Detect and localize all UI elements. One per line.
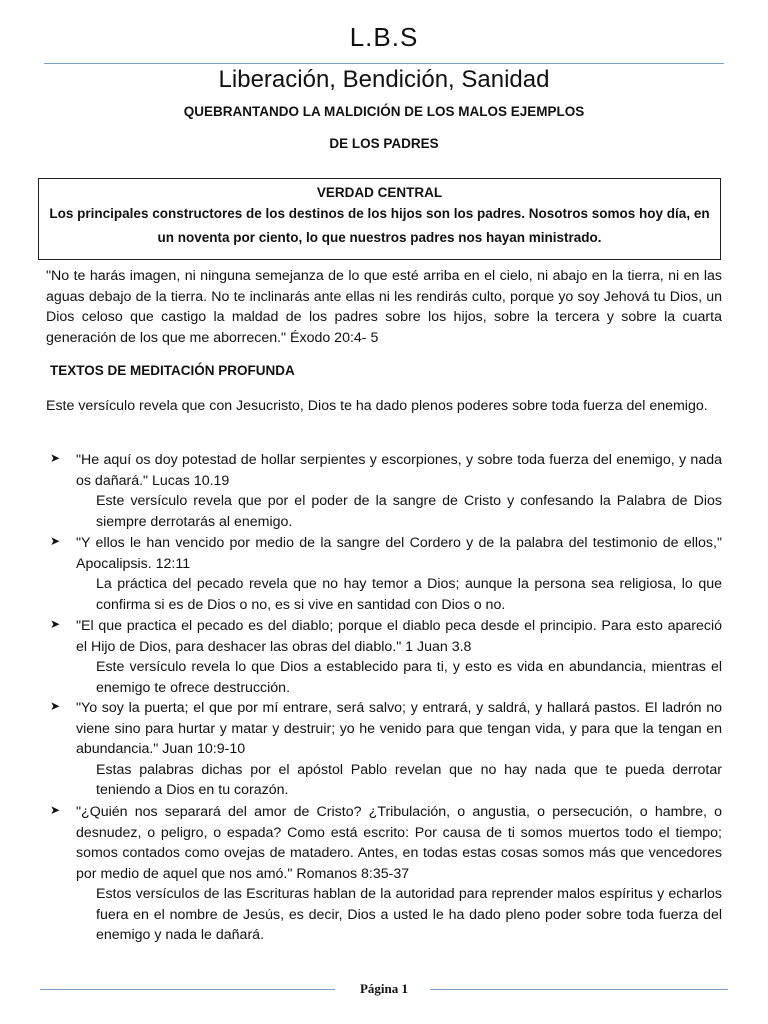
arrow-bullet-icon: ➤ xyxy=(50,617,61,631)
arrow-bullet-icon: ➤ xyxy=(50,699,61,713)
verse-text: "¿Quién nos separará del amor de Cristo? ¿Tribulación, o angustia, o persecución, o hambre, o desnudez, o peligro, o espada? Como está escrito: Por causa de ti somos muertos todo el tiempo; somos contados como ovejas de matadero. Antes, en todas estas cosas somos más que vencedores por medio de aquel que nos amó." Romanos 8:35-37 xyxy=(76,804,722,882)
verse-comment: Estos versículos de las Escrituras hablan de la autoridad para reprender malos espíritus y echarlos fuera en el nombre de Jesús, es decir, Dios a usted le ha dado pleno poder sobre toda fuerza del enemigo y nada le dañará. xyxy=(96,886,722,943)
main-quote: "No te harás imagen, ni ninguna semejanza de lo que esté arriba en el cielo, ni abajo en la tierra, ni en las aguas debajo de la tierra. No te inclinarás ante ellas ni les rendirás culto, porque yo soy Jehová tu Dios, un Dios celoso que castigo la maldad de los padres sobre los hijos, sobre la tercera y sobre la cuarta generación de los que me aborrecen." Éxodo 20:4- 5 xyxy=(46,268,722,346)
central-truth-text: Los principales constructores de los destinos de los hijos son los padres. Nosotros somos hoy día, en un noventa por ciento, lo que nuestros padres nos hayan ministrado. xyxy=(49,206,710,245)
meditation-intro: Este versículo revela que con Jesucristo, Dios te ha dado plenos poderes sobre toda fuerza del enemigo. xyxy=(46,398,708,414)
verse-comment: La práctica del pecado revela que no hay temor a Dios; aunque la persona sea religiosa, lo que confirma si es de Dios o no, es si vive en santidad con Dios o no. xyxy=(96,576,722,613)
list-item xyxy=(46,802,722,946)
document-title: L.B.S xyxy=(349,22,419,52)
verse-text: "Yo soy la puerta; el que por mí entrare, será salvo; y entrará, y saldrá, y hallará pastos. El ladrón no viene sino para hurtar y matar y destruir; yo he venido para que tengan vida, y para que la tengan en abundancia." Juan 10:9-10 xyxy=(76,700,722,757)
arrow-bullet-icon: ➤ xyxy=(50,803,61,817)
list-item xyxy=(46,616,722,698)
document-subtitle: Liberación, Bendición, Sanidad xyxy=(218,66,550,93)
section-heading-line1: QUEBRANTANDO LA MALDICIÓN DE LOS MALOS EJEMPLOS xyxy=(183,104,585,119)
verse-text: "Y ellos le han vencido por medio de la sangre del Cordero y de la palabra del testimonio de ellos," Apocalipsis. 12:11 xyxy=(76,535,722,572)
verse-text: "El que practica el pecado es del diablo; porque el diablo peca desde el principio. Para esto apareció el Hijo de Dios, para deshacer las obras del diablo." 1 Juan 3.8 xyxy=(76,618,722,655)
verse-comment: Este versículo revela que por el poder de la sangre de Cristo y confesando la Palabra de Dios siempre derrotarás al enemigo. xyxy=(96,493,722,530)
verse-comment: Este versículo revela lo que Dios a establecido para ti, y esto es vida en abundancia, mientras el enemigo te ofrece destrucción. xyxy=(96,659,722,696)
meditation-heading: TEXTOS DE MEDITACIÓN PROFUNDA xyxy=(50,363,295,378)
page-number: Página 1 xyxy=(359,981,409,996)
list-item xyxy=(46,698,722,801)
header-divider xyxy=(44,63,724,64)
verse-comment: Estas palabras dichas por el apóstol Pablo revelan que no hay nada que te pueda derrotar teniendo a Dios en tu corazón. xyxy=(96,761,722,798)
central-truth-title: VERDAD CENTRAL xyxy=(316,185,443,200)
section-heading-line2: DE LOS PADRES xyxy=(329,136,439,151)
list-item xyxy=(46,450,722,532)
list-item xyxy=(46,533,722,615)
central-truth-box xyxy=(38,178,721,260)
verse-text: "He aquí os doy potestad de hollar serpientes y escorpiones, y sobre toda fuerza del enemigo, y nada os dañará." Lucas 10.19 xyxy=(76,452,722,489)
arrow-bullet-icon: ➤ xyxy=(50,451,61,465)
arrow-bullet-icon: ➤ xyxy=(50,534,61,548)
